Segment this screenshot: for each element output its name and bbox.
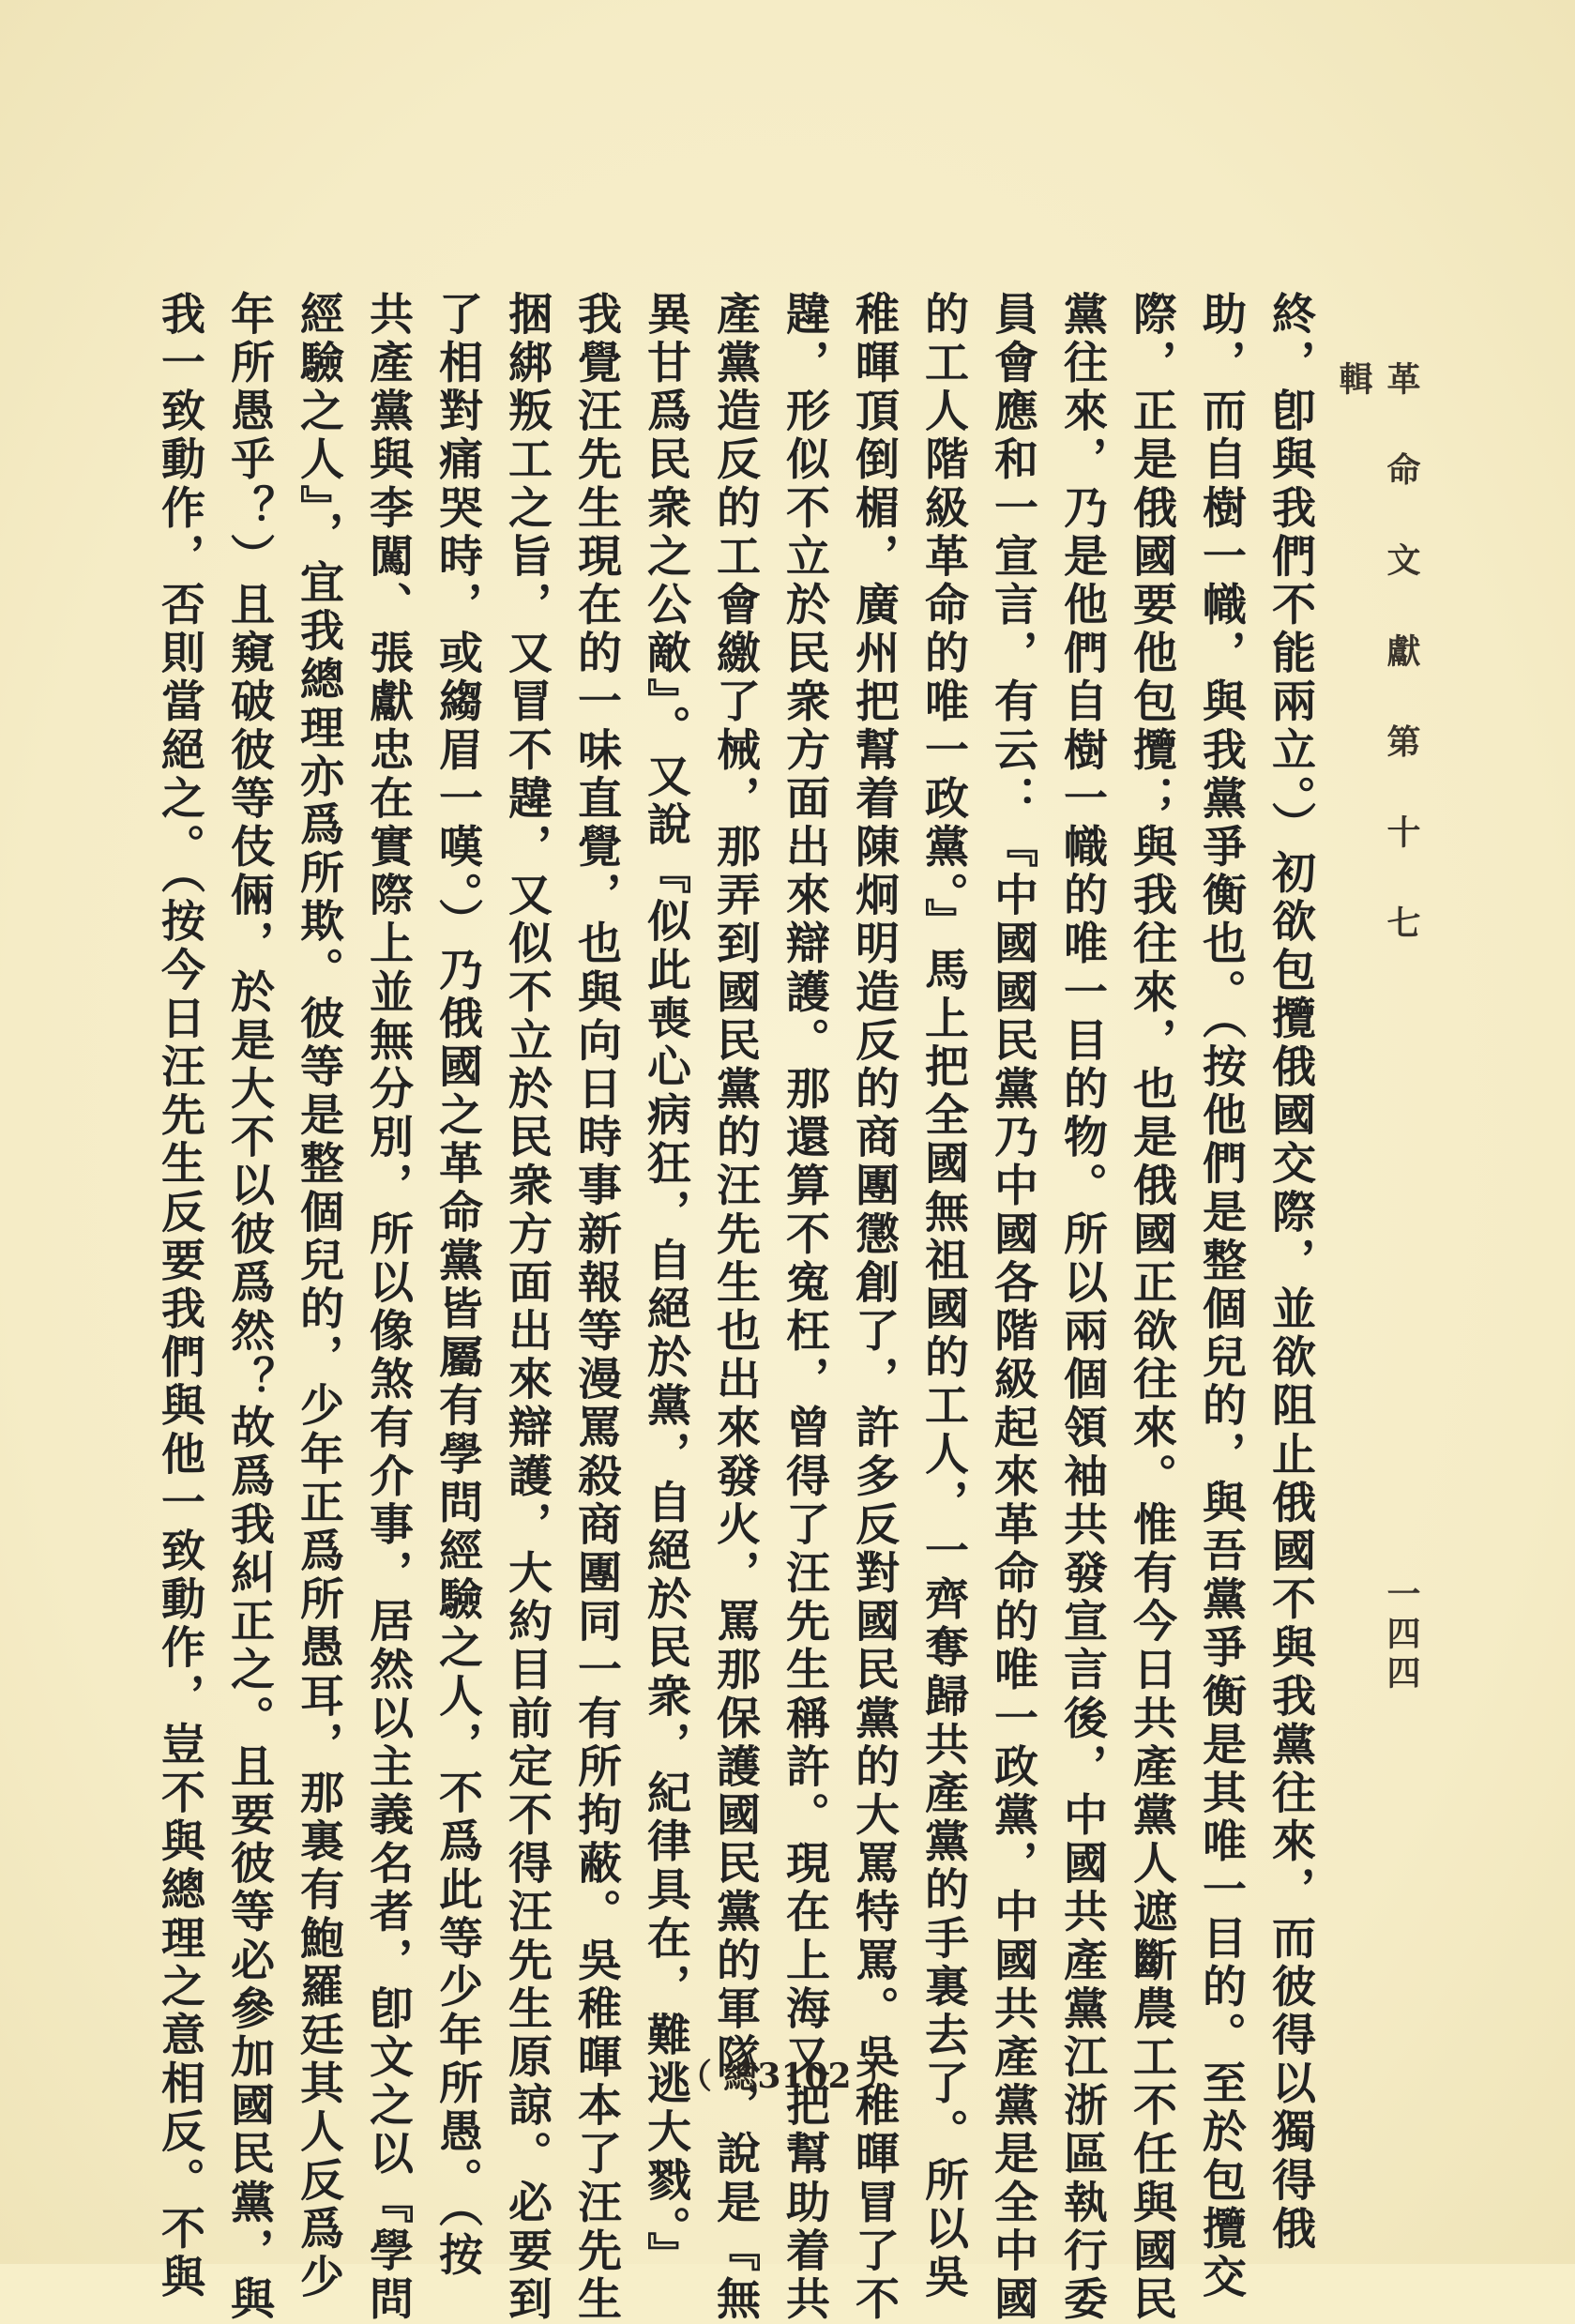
text-column: 稚暉頂倒楣，廣州把幫着陳炯明造反的商團懲創了，許多反對國民黨的大罵特罵。吳稚暉冒了不 — [848, 291, 900, 2324]
text-column: 異甘爲民衆之公敵』。又說『似此喪心病狂，自絕於黨，自絕於民衆，紀律具在，難逃大戮。』 — [640, 291, 691, 2281]
footer-total-page: （ 總3102 ） — [677, 2057, 898, 2096]
text-column: 我一致動作，否則當絕之。（按今日汪先生反要我們與他一致動作，豈不與總理之意相反。不與 — [154, 291, 205, 2302]
running-header: 革 命 文 獻 第 十 七 輯 — [1334, 361, 1421, 962]
text-column: 黨往來，乃是他們自樹一幟的唯一目的物。所以兩個領袖共發宣言後，中國共產黨江浙區執行委 — [1056, 291, 1108, 2324]
text-column: 的工人階級革命的唯一政黨。』馬上把全國無祖國的工人，一齊奪歸共產黨的手裏去了。所以吳 — [917, 291, 969, 2302]
text-column: 助，而自樹一幟，與我黨爭衡也。（按他們是整個兒的，與吾黨爭衡是其唯一目的。至於包攬交 — [1195, 291, 1247, 2302]
text-column: 終，卽與我們不能兩立。）初欲包攬俄國交際，並欲阻止俄國不與我黨往來，而彼得以獨得俄 — [1265, 291, 1316, 2255]
text-column: 我覺汪先生現在的一味直覺，也與向日時事新報等漫罵殺商團同一有所拘蔽。吳稚暉本了汪先生 — [570, 291, 622, 2324]
text-column: 員會應和一宣言，有云：『中國國民黨乃中國各階級起來革命的唯一政黨，中國共產黨是全中國 — [987, 291, 1038, 2324]
text-column: 際，正是俄國要他包攬；與我往來，也是俄國正欲往來。惟有今日共產黨人遮斷農工不任與國民 — [1126, 291, 1177, 2324]
text-column: 韙，形似不立於民衆方面出來辯護。那還算不寃枉，曾得了汪先生稱許。現在上海又把幫助着共 — [779, 291, 830, 2324]
text-column: 共產黨與李闖、張獻忠在實際上並無分別，所以像煞有介事，居然以主義名者，卽文之以『學問 — [362, 291, 414, 2324]
text-column: 年所愚乎？）且窺破彼等伎倆，於是大不以彼爲然？故爲我糾正之。且要彼等必參加國民黨，與 — [223, 291, 275, 2324]
text-column: 經驗之人』，宜我總理亦爲所欺。彼等是整個兒的，少年正爲所愚耳，那裏有鮑羅廷其人反爲少 — [293, 291, 344, 2302]
page-number: 一四四 — [1382, 1576, 1421, 1694]
text-column: 捆綁叛工之旨，又冒不韙，又似不立於民衆方面出來辯護，大約目前定不得汪先生原諒。必要到 — [501, 291, 553, 2324]
text-column: 了相對痛哭時，或縐眉一嘆。）乃俄國之革命黨皆屬有學問經驗之人，不爲此等少年所愚。（按 — [432, 291, 483, 2281]
text-column: 產黨造反的工會繳了械，那弄到國民黨的汪先生也出來發火，罵那保護國民黨的軍隊，說是『無 — [709, 291, 761, 2324]
